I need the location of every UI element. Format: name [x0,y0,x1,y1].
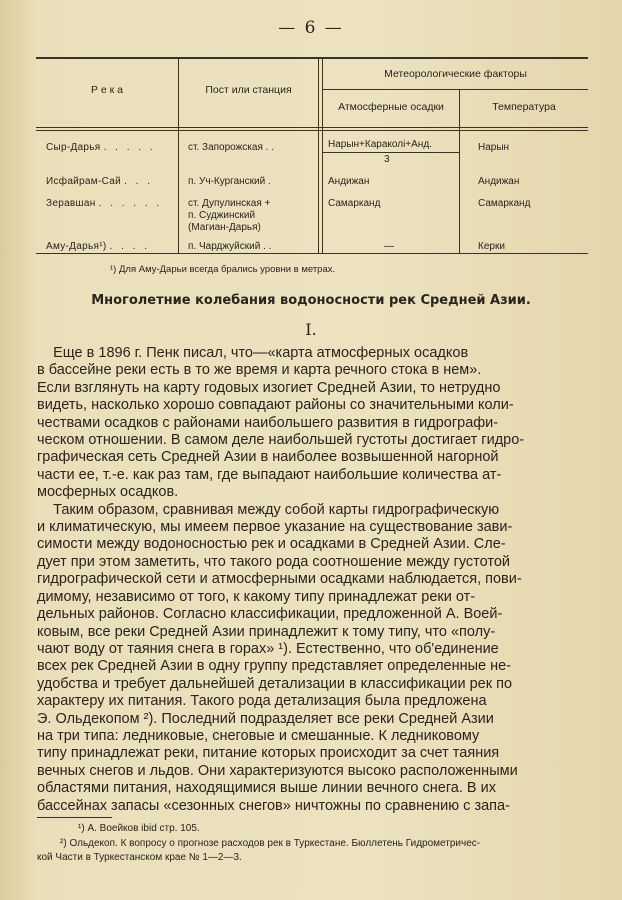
station-cell: ст. Дупулинская + [188,198,271,209]
footnote-1: ¹) А. Воейков ibid стр. 105. [78,823,200,834]
header-temp: Температура [492,101,556,113]
precip-cell: Нарын+Караколi+Анд. [328,139,432,150]
leader-dots: . . . [124,176,153,187]
text-line: гидрографической сети и атмосферными осадками наблюдается, пови- [37,571,522,588]
text-line: всех рек Средней Азии в одну группу представляет определенные не- [37,658,512,675]
temp-cell: Самарканд [478,198,531,209]
text-line: на три типа: ледниковые, снеговые и смешанные. К ледниковому [37,727,480,744]
header-meteo: Метеорологические факторы [384,68,527,80]
text-line: графическая сеть Средней Азии в наиболее возвышенной нагорной [37,449,499,466]
table-row [46,241,150,252]
table-row [46,142,156,153]
text-line: дует при этом заметить, что такого рода соотношение между густотой [37,553,511,570]
table-cell-rule [322,152,459,153]
station-cell: п. Уч-Курганский . [188,176,271,187]
footnote-rule [37,817,112,818]
temp-cell: Нарын [478,142,510,153]
text-line: типу принадлежат реки, питание которых происходит за счет таяния [37,745,500,762]
article-body [37,345,599,815]
table-bottom-rule [36,253,588,254]
text-line: в бассейне реки есть в то же время и карта речного стока в нем». [37,362,482,379]
text-line: и климатическую, мы имеем первое указание на существование зави- [37,519,513,536]
text-line: димому, независимо от того, к какому типу принадлежат реки от- [37,588,476,605]
text-line: вечных снегов и льдов. Они характеризуются высоко расположенными [37,762,518,779]
text-line: Если взглянуть на карту годовых изогиет Средней Азии, то нетрудно [37,379,501,396]
river-name: Исфайрам-Сай [46,176,121,187]
precip-cell: — [384,241,394,252]
leader-dots: . . . . [109,241,151,252]
table-row [46,176,153,187]
temp-cell: Керки [478,241,505,252]
text-line: чествами осадков с районами наибольшего развития в гидрографи- [37,414,499,431]
table-vline-4 [459,89,460,253]
river-name: Зеравшан [46,198,96,209]
text-line: части ее, т.-е. как раз там, где выпадают наибольшие количества ат- [37,466,502,483]
river-name: Сыр-Дарья [46,142,101,153]
table-header-rule [36,127,588,128]
text-line: ковым, все реки Средней Азии принадлежит к тому типу, что «полу- [37,623,496,640]
station-cell: п. Чарджуйский . . [188,241,272,252]
text-line: Еще в 1896 г. Пенк писал, что—«карта атмосферных осадков [37,345,469,361]
text-line: дельных районов. Согласно классификации, предложенной А. Воей- [37,606,503,623]
table-vline-3 [322,57,323,253]
header-precip: Атмосферные осадки [338,101,444,113]
precip-denominator: 3 [384,154,390,165]
station-cell-line2: п. Суджинский [188,210,256,221]
text-line: ческом отношении. В самом деле наибольшей густоты достигает гидро- [37,432,525,449]
river-name: Аму-Дарья¹) [46,241,107,252]
table-row [46,198,162,209]
text-line: Э. Ольдекопом ²). Последний подразделяет все реки Средней Азии [37,710,494,727]
text-line: мосферных осадков. [37,484,179,501]
footnote-2-cont: кой Части в Туркестанском крае № 1—2—3. [37,852,242,863]
header-river: Р е к а [90,84,124,96]
text-line: областями питания, находящимися выше линии вечного снега. В их [37,780,496,797]
text-line: Таким образом, сравнивая между собой карты гидрографическую [37,501,500,518]
text-line: чают воду от таяния снега в горах» ¹). Естественно, что об'единение [37,640,499,657]
station-cell-line3: (Магиан-Дарья) [188,222,261,233]
section-number: I. [305,320,317,339]
table-vline-2 [318,57,319,253]
table-top-rule [36,57,588,59]
precip-cell: Андижан [328,176,370,187]
table-meteo-rule [322,89,588,90]
temp-cell: Андижан [478,176,520,187]
station-cell: ст. Запорожская . . [188,142,274,153]
text-line: видеть, насколько хорошо совпадают районы со значительными коли- [37,397,514,414]
precip-cell: Самарканд [328,198,381,209]
leader-dots: . . . . . [103,142,156,153]
table-footnote: ¹) Для Аму-Дарьи всегда брались уровни в метрах. [110,264,336,275]
text-line: характеру их питания. Такого рода детализация была предложена [37,693,487,710]
page-number: — 6 — [278,18,344,38]
text-line: бассейнах запасы «сезонных снегов» ничтожны по сравнению с запа- [37,797,510,814]
leader-dots: . . . . . . [98,198,163,209]
header-station: Пост или станция [205,84,292,96]
text-line: симости между водоносностью рек и осадками в Средней Азии. Сле- [37,536,506,553]
text-line: удобства и требует дальнейшей детализации в классификации рек по [37,675,513,692]
article-title: Многолетние колебания водоносности рек Средней Азии. [91,293,531,308]
table-header-rule-2 [36,130,588,131]
data-table [36,57,588,282]
footnote-2: ²) Ольдекоп. К вопросу о прогнозе расходов рек в Туркестане. Бюллетень Гидрометричес- [60,838,481,849]
